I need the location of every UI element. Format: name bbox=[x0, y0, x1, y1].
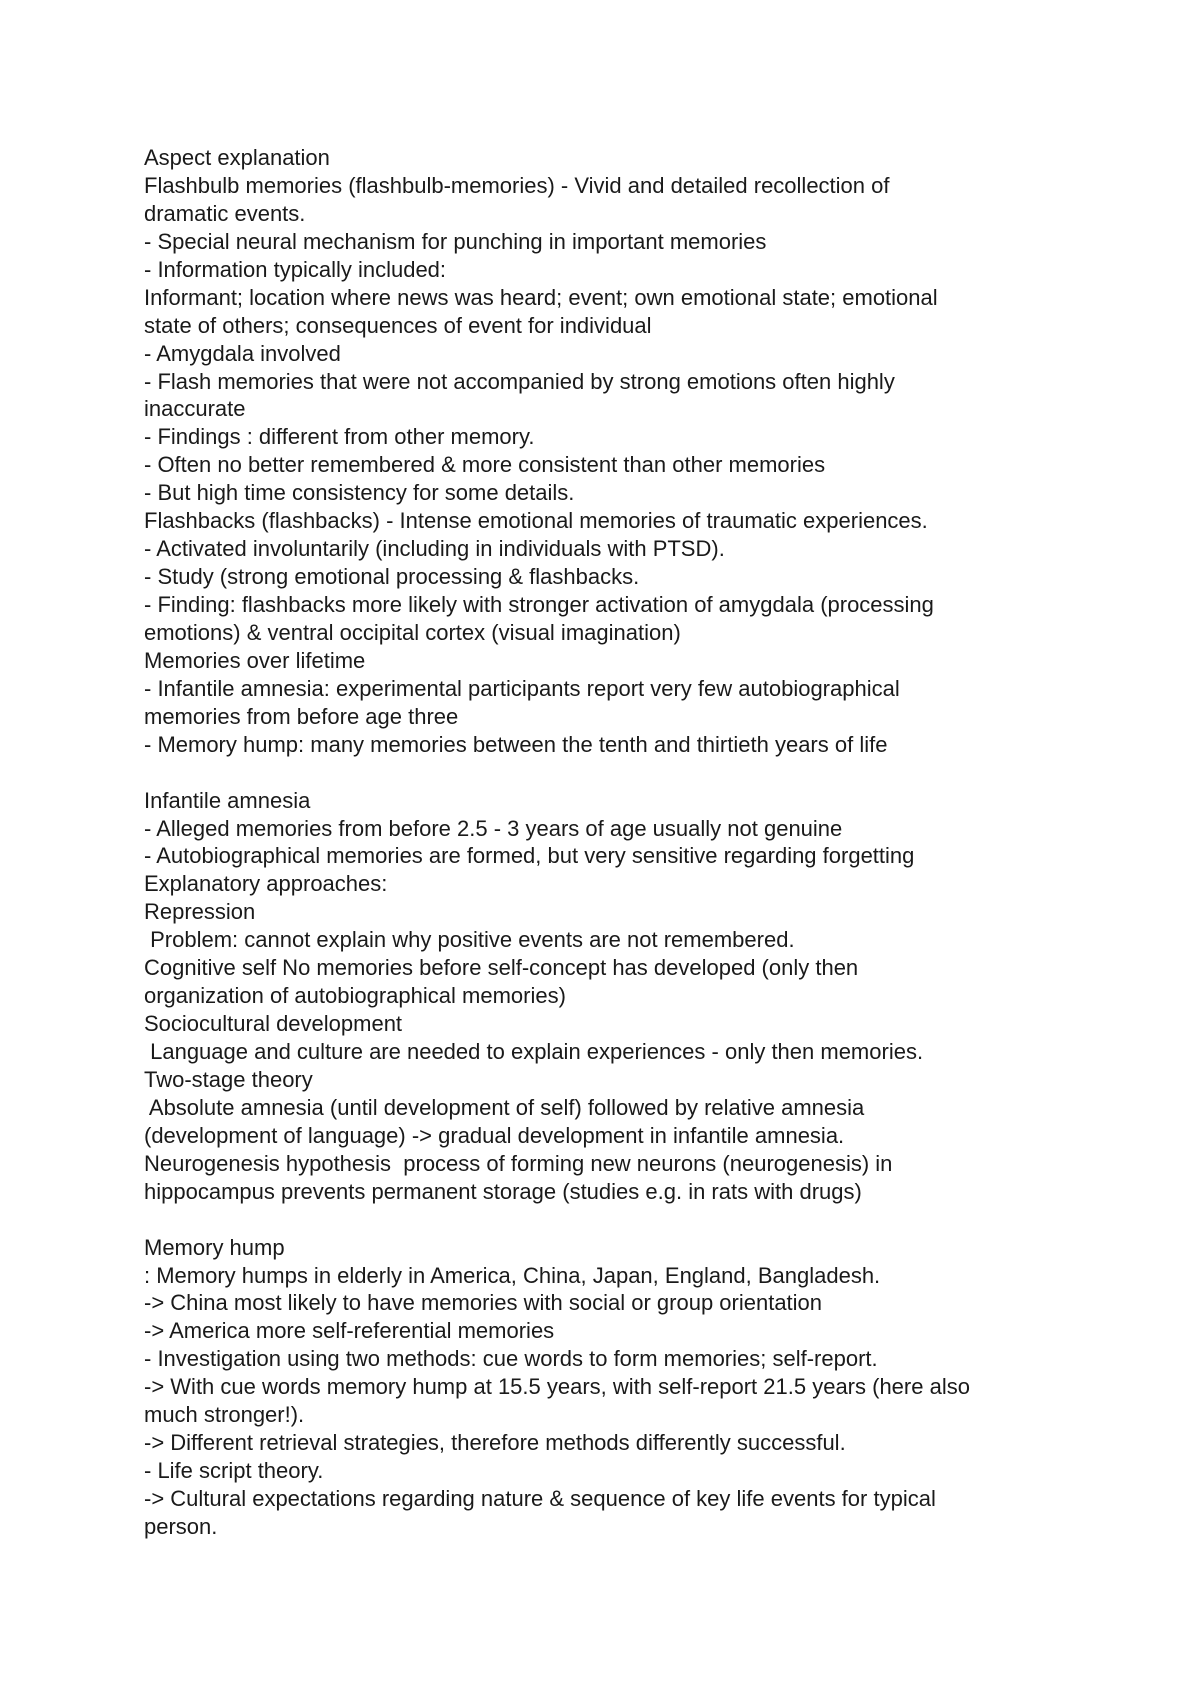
blank-line bbox=[144, 759, 1084, 787]
text-line: - Infantile amnesia: experimental participants report very few autobiographical bbox=[144, 675, 900, 701]
text-line: organization of autobiographical memories) bbox=[144, 983, 566, 1009]
text-line: -> America more self-referential memories bbox=[144, 1318, 555, 1344]
text-line: - Investigation using two methods: cue words to form memories; self-report. bbox=[144, 1346, 878, 1372]
text-line: - But high time consistency for some details. bbox=[144, 480, 575, 506]
text-line: (development of language) -> gradual development in infantile amnesia. bbox=[144, 1122, 845, 1148]
text-line: emotions) & ventral occipital cortex (visual imagination) bbox=[144, 619, 681, 645]
text-line: much stronger!). bbox=[144, 1402, 305, 1428]
text-line: Cognitive self No memories before self-concept has developed (only then bbox=[144, 955, 859, 981]
text-line: dramatic events. bbox=[144, 200, 306, 226]
text-line: hippocampus prevents permanent storage (studies e.g. in rats with drugs) bbox=[144, 1178, 862, 1204]
text-line: Informant; location where news was heard; event; own emotional state; emotional bbox=[144, 284, 938, 310]
text-line: Infantile amnesia bbox=[144, 787, 311, 813]
text-line: -> With cue words memory hump at 15.5 years, with self-report 21.5 years (here also bbox=[144, 1374, 970, 1400]
blank-line bbox=[144, 1206, 1084, 1234]
text-line: Sociocultural development bbox=[144, 1011, 403, 1037]
text-line: - Memory hump: many memories between the tenth and thirtieth years of life bbox=[144, 731, 888, 757]
text-line: - Autobiographical memories are formed, but very sensitive regarding forgetting bbox=[144, 843, 915, 869]
text-line: Flashbacks (flashbacks) - Intense emotional memories of traumatic experiences. bbox=[144, 508, 928, 534]
document-body bbox=[144, 144, 1084, 1541]
text-line: -> China most likely to have memories with social or group orientation bbox=[144, 1290, 823, 1316]
text-line: - Finding: flashbacks more likely with stronger activation of amygdala (processing bbox=[144, 592, 934, 617]
text-line: - Amygdala involved bbox=[144, 340, 341, 366]
text-line: -> Cultural expectations regarding nature & sequence of key life events for typical bbox=[144, 1486, 936, 1511]
text-line: Language and culture are needed to explain experiences - only then memories. bbox=[144, 1039, 924, 1064]
text-line: inaccurate bbox=[144, 396, 246, 422]
text-line: Absolute amnesia (until development of self) followed by relative amnesia bbox=[144, 1094, 865, 1120]
text-line: Aspect explanation bbox=[144, 145, 330, 170]
text-line: - Life script theory. bbox=[144, 1458, 324, 1484]
text-line: - Flash memories that were not accompanied by strong emotions often highly bbox=[144, 368, 895, 394]
text-line: - Findings : different from other memory. bbox=[144, 424, 535, 450]
text-line: Neurogenesis hypothesis process of forming new neurons (neurogenesis) in bbox=[144, 1150, 893, 1176]
text-line: Memory hump bbox=[144, 1234, 285, 1260]
text-line: Repression bbox=[144, 899, 256, 925]
text-line: : Memory humps in elderly in America, China, Japan, England, Bangladesh. bbox=[144, 1262, 881, 1288]
text-line: Two-stage theory bbox=[144, 1066, 313, 1092]
text-line: -> Different retrieval strategies, therefore methods differently successful. bbox=[144, 1430, 846, 1456]
text-line: Memories over lifetime bbox=[144, 647, 366, 673]
text-line: - Special neural mechanism for punching in important memories bbox=[144, 228, 767, 254]
text-line: - Alleged memories from before 2.5 - 3 years of age usually not genuine bbox=[144, 815, 843, 841]
text-line: person. bbox=[144, 1513, 218, 1539]
text-line: Flashbulb memories (flashbulb-memories) - Vivid and detailed recollection of bbox=[144, 172, 890, 198]
text-line: - Information typically included: bbox=[144, 256, 447, 282]
text-line: state of others; consequences of event for individual bbox=[144, 312, 652, 338]
text-line: - Activated involuntarily (including in individuals with PTSD). bbox=[144, 536, 725, 562]
text-line: - Study (strong emotional processing & flashbacks. bbox=[144, 564, 640, 590]
text-line: Problem: cannot explain why positive events are not remembered. bbox=[144, 927, 795, 953]
text-line: memories from before age three bbox=[144, 703, 459, 729]
text-line: Explanatory approaches: bbox=[144, 871, 388, 897]
text-line: - Often no better remembered & more consistent than other memories bbox=[144, 452, 826, 478]
